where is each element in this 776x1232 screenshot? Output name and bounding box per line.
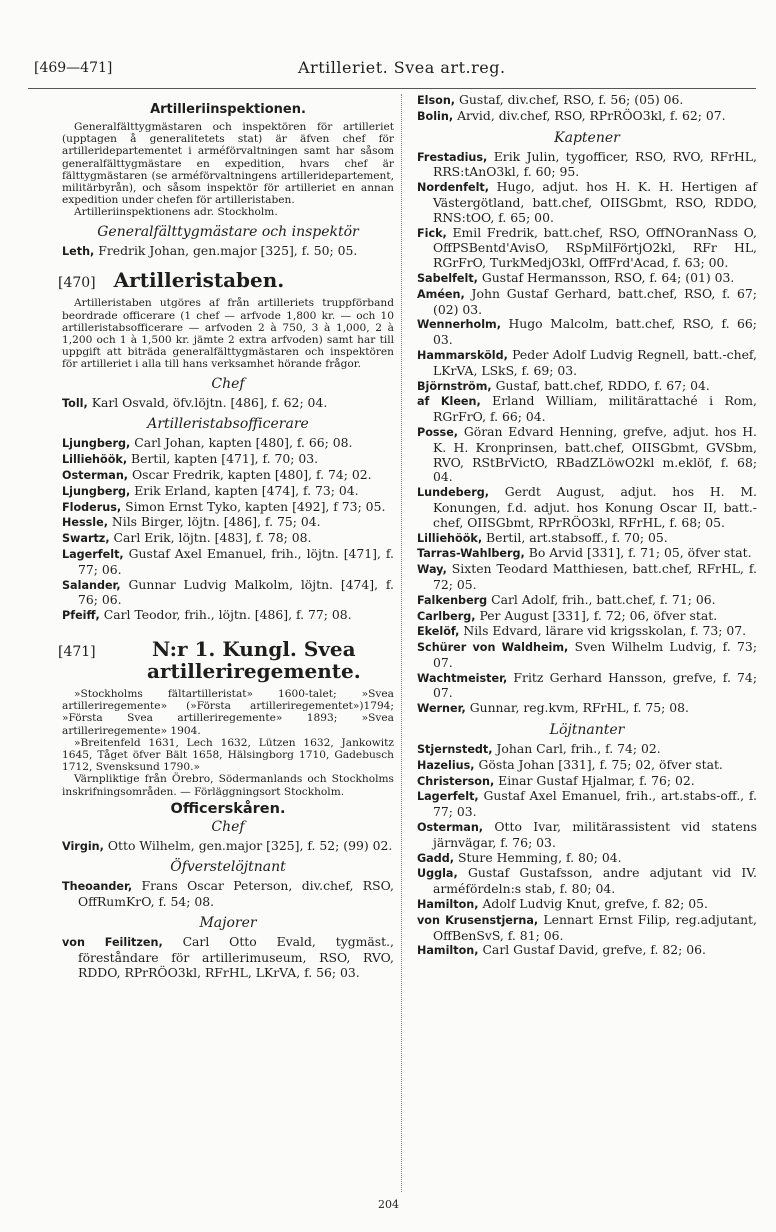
person-details: Einar Gustaf Hjalmar, f. 76; 02. bbox=[498, 772, 695, 788]
person-details: Fredrik Johan, gen.major [325], f. 50; 05. bbox=[98, 242, 358, 258]
person-name: Gadd, bbox=[417, 851, 454, 865]
person-name: Werner, bbox=[417, 702, 466, 716]
person-name: Bolin, bbox=[417, 109, 454, 123]
section-number: [470] bbox=[58, 275, 96, 292]
inspection-heading: Artilleriinspektionen. bbox=[150, 102, 306, 117]
running-header bbox=[28, 58, 756, 84]
person-entry bbox=[417, 789, 757, 820]
person-name: Osterman, bbox=[417, 821, 484, 835]
person-entry bbox=[417, 425, 757, 485]
person-entry bbox=[62, 396, 394, 412]
person-entry bbox=[417, 150, 757, 181]
person-entry bbox=[417, 609, 757, 625]
person-entry bbox=[62, 839, 394, 855]
person-name: Falkenberg bbox=[417, 593, 488, 607]
person-entry bbox=[417, 701, 757, 717]
person-details: Bertil, art.stabsoff., f. 70; 05. bbox=[486, 529, 668, 545]
person-details: Carl Johan, kapten [480], f. 66; 08. bbox=[134, 435, 353, 451]
person-details: Fritz Gerhard Hansson, grefve, f. 74; 07. bbox=[433, 669, 757, 701]
person-details: Lennart Ernst Filip, reg.adjutant, OffBenSvS, f. 81; 06. bbox=[433, 911, 757, 943]
header-rule bbox=[28, 88, 756, 89]
person-entry bbox=[417, 943, 757, 959]
person-name: Sabelfelt, bbox=[417, 271, 478, 285]
person-entry bbox=[62, 468, 394, 484]
person-details: Carl Adolf, frih., batt.chef, f. 71; 06. bbox=[491, 591, 716, 607]
person-details: Sixten Teodard Matthiesen, batt.chef, RFrHL, f. 72; 05. bbox=[433, 561, 757, 592]
person-entry bbox=[417, 317, 757, 348]
person-name: af Kleen, bbox=[417, 395, 481, 409]
person-details: Carl Gustaf David, grefve, f. 82; 06. bbox=[482, 942, 706, 958]
person-details: Gunnar Ludvig Malkolm, löjtn. [474], f. 76; 06. bbox=[78, 576, 394, 608]
person-name: Lundeberg, bbox=[417, 486, 490, 500]
person-details: Nils Edvard, lärare vid krigsskolan, f. 73; 07. bbox=[463, 623, 747, 639]
inspection-address: Artilleriinspektionens adr. Stockholm. bbox=[74, 206, 278, 219]
person-name: Hammarsköld, bbox=[417, 348, 508, 362]
lt-colonel-subheading: Öfverstelöjtnant bbox=[170, 859, 286, 876]
general-subheading: Generalfälttygmästare och inspektör bbox=[97, 223, 359, 240]
person-entry bbox=[417, 531, 757, 547]
person-entry bbox=[417, 820, 757, 851]
person-details: Oscar Fredrik, kapten [480], f. 74; 02. bbox=[132, 467, 372, 483]
person-name: Ekelöf, bbox=[417, 625, 460, 639]
person-details: Gustaf Gustafsson, andre adjutant vid IV. arméfördeln:s stab, f. 80; 04. bbox=[433, 865, 757, 897]
person-details: Otto Ivar, militärassistent vid statens järnvägar, f. 76; 03. bbox=[433, 819, 757, 850]
person-entry bbox=[417, 379, 757, 395]
chef-subheading: Chef bbox=[211, 375, 245, 392]
person-entry bbox=[417, 109, 757, 125]
right-column bbox=[417, 93, 757, 959]
person-entry bbox=[62, 484, 394, 500]
section-title: N:r 1. Kungl. Svea artilleriregemente. bbox=[146, 637, 361, 683]
person-details: Bertil, kapten [471], f. 70; 03. bbox=[131, 451, 319, 467]
person-details: Erik Erland, kapten [474], f. 73; 04. bbox=[134, 482, 359, 498]
person-details: Gustaf, batt.chef, RDDO, f. 67; 04. bbox=[495, 377, 710, 393]
page-range: [469—471] bbox=[34, 60, 113, 76]
person-details: Gustaf Hermansson, RSO, f. 64; (01) 03. bbox=[481, 269, 735, 285]
person-details: Emil Fredrik, batt.chef, RSO, OffNOranNass O, OffPSBentd'AvisO, RSpMilFörtjO2kl, RFr HL, RGrFrO, TurkMedjO3kl, OffFrd'Acad, f. 63; 00. bbox=[433, 224, 757, 271]
majors-subheading: Majorer bbox=[199, 915, 257, 932]
person-entry bbox=[417, 913, 757, 944]
person-details: John Gustaf Gerhard, batt.chef, RSO, f. 67; (02) 03. bbox=[433, 285, 757, 317]
person-name: Toll, bbox=[62, 396, 88, 410]
person-name: Carlberg, bbox=[417, 609, 476, 623]
person-name: Way, bbox=[417, 563, 447, 577]
lieutenants-list bbox=[417, 742, 757, 959]
person-name: Fick, bbox=[417, 226, 447, 240]
person-details: Carl Teodor, frih., löjtn. [486], f. 77; 08. bbox=[103, 607, 352, 623]
staff-officers-subheading: Artilleristabsofficerare bbox=[147, 416, 309, 433]
person-entry bbox=[417, 640, 757, 671]
person-details: Peder Adolf Ludvig Regnell, batt.-chef, LKrVA, LSkS, f. 69; 03. bbox=[433, 346, 757, 378]
person-name: von Feilitzen, bbox=[62, 936, 163, 950]
person-entry bbox=[417, 271, 757, 287]
page-number: 204 bbox=[378, 1198, 399, 1211]
person-name: Frestadius, bbox=[417, 150, 488, 164]
person-name: Salander, bbox=[62, 578, 121, 592]
person-details: Gustaf, div.chef, RSO, f. 56; (05) 06. bbox=[459, 92, 684, 107]
person-details: Simon Ernst Tyko, kapten [492], f 73; 05. bbox=[125, 498, 386, 514]
artillery-staff-heading bbox=[58, 269, 394, 291]
person-entry bbox=[417, 546, 757, 562]
person-entry bbox=[62, 935, 394, 980]
person-entry bbox=[417, 624, 757, 640]
person-name: Hamilton, bbox=[417, 898, 479, 912]
person-entry bbox=[417, 485, 757, 530]
person-entry bbox=[62, 244, 394, 260]
person-entry bbox=[417, 593, 757, 609]
person-details: Sture Hemming, f. 80; 04. bbox=[457, 849, 622, 865]
person-name: Posse, bbox=[417, 425, 459, 439]
person-name: von Krusenstjerna, bbox=[417, 913, 539, 927]
person-name: Lagerfelt, bbox=[62, 548, 124, 562]
person-name: Hazelius, bbox=[417, 758, 475, 772]
person-entry bbox=[417, 562, 757, 593]
regiment-chef-subheading: Chef bbox=[211, 818, 245, 835]
person-entry bbox=[62, 578, 394, 609]
person-details: Göran Edvard Henning, grefve, adjut. hos H. K. H. Kronprinsen, batt.chef, OIISGbmt, GVSbm, RVO, RStBrVictO, RBadZLöwO2kl m.eklöf, f. 68; 04. bbox=[433, 423, 757, 485]
person-entry bbox=[62, 500, 394, 516]
person-details: Bo Arvid [331], f. 71; 05, öfver stat. bbox=[528, 545, 752, 561]
general-list bbox=[62, 244, 394, 260]
regiment-conscripts: Värnpliktige från Örebro, Södermanlands och Stockholms inskrifningsområden. — Förläggningsort Stockholm. bbox=[62, 773, 394, 798]
person-details: Frans Oscar Peterson, div.chef, RSO, OffRumKrO, f. 54; 08. bbox=[78, 878, 394, 910]
person-entry bbox=[62, 547, 394, 578]
person-details: Gerdt August, adjut. hos H. M. Konungen, f.d. adjut. hos Konung Oscar II, batt.-chef, OIISGbmt, RPrRÖO3kl, RFrHL, f. 68; 05. bbox=[433, 484, 757, 530]
person-details: Johan Carl, frih., f. 74; 02. bbox=[496, 741, 661, 757]
regiment-history: »Stockholms fältartilleristat» 1600-talet; »Svea artilleriregemente» (»Första artilleriregementet»)1794; »Första Svea artilleriregemente» 1893; »Svea artilleriregemente» 1904. bbox=[62, 688, 394, 737]
person-name: Björnström, bbox=[417, 379, 492, 393]
person-details: Erik Julin, tygofficer, RSO, RVO, RFrHL, RRS:tAnO3kl, f. 60; 95. bbox=[433, 148, 757, 180]
column-divider bbox=[401, 94, 402, 1192]
regiment-chef-list bbox=[62, 839, 394, 855]
person-entry bbox=[417, 851, 757, 867]
person-name: Floderus, bbox=[62, 500, 122, 514]
person-details: Hugo Malcolm, batt.chef, RSO, f. 66; 03. bbox=[433, 316, 757, 348]
person-entry bbox=[417, 742, 757, 758]
officers-heading: Officerskåren. bbox=[170, 800, 286, 817]
person-name: Stjernstedt, bbox=[417, 743, 493, 757]
captains-list bbox=[417, 150, 757, 717]
person-name: Schürer von Waldheim, bbox=[417, 641, 569, 655]
person-name: Ljungberg, bbox=[62, 437, 131, 451]
person-name: Wennerholm, bbox=[417, 318, 501, 332]
section-number: [471] bbox=[58, 644, 96, 660]
person-name: Swartz, bbox=[62, 532, 110, 546]
person-entry bbox=[417, 671, 757, 702]
person-details: Adolf Ludvig Knut, grefve, f. 82; 05. bbox=[482, 896, 708, 912]
person-details: Carl Otto Evald, tygmäst., föreståndare för artillerimuseum, RSO, RVO, RDDO, RPrRÖO3kl, RFrHL, LKrVA, f. 56; 03. bbox=[78, 934, 394, 980]
person-name: Elson, bbox=[417, 94, 456, 107]
person-entry bbox=[417, 897, 757, 913]
person-details: Erland William, militärattaché i Rom, RGrFrO, f. 66; 04. bbox=[433, 393, 757, 425]
page-header-title: Artilleriet. Svea art.reg. bbox=[298, 58, 506, 77]
person-entry bbox=[62, 531, 394, 547]
person-details: Gustaf Axel Emanuel, frih., löjtn. [471], f. 77; 06. bbox=[78, 546, 394, 577]
person-entry bbox=[417, 758, 757, 774]
captains-subheading: Kaptener bbox=[554, 129, 620, 146]
majors-list-cont bbox=[417, 93, 757, 125]
person-name: Améen, bbox=[417, 287, 465, 301]
person-details: Gunnar, reg.kvm, RFrHL, f. 75; 08. bbox=[469, 700, 689, 716]
person-entry bbox=[62, 515, 394, 531]
person-name: Hessle, bbox=[62, 516, 108, 530]
person-details: Gösta Johan [331], f. 75; 02, öfver stat. bbox=[478, 756, 723, 772]
person-entry bbox=[62, 452, 394, 468]
person-details: Hugo, adjut. hos H. K. H. Hertigen af Västergötland, batt.chef, OIISGbmt, RSO, RDDO, RNS:tOO, f. 65; 00. bbox=[433, 179, 757, 225]
artillery-staff-text: Artilleristaben utgöres af från artilleriets truppförband beordrade officerare (1 chef — arfvode 1,800 kr. — och 10 artilleristabsofficerare — arfvoden 2 à 750, 3 à 1,000, 2 à 1,200 och 1 à 1,500 kr. jämte 2 extra arfvoden) samt har till uppgift att biträda generalfälttygmästaren och inspektören för artilleriet i alla till hans verksamhet hörande frågor. bbox=[62, 297, 394, 371]
person-details: Sven Wilhelm Ludvig, f. 73; 07. bbox=[433, 639, 757, 670]
person-name: Hamilton, bbox=[417, 944, 479, 958]
regiment-battles: »Breitenfeld 1631, Lech 1632, Lützen 1632, Jankowitz 1645, Tåget öfver Bält 1658, Hälsingborg 1710, Gadebusch 1712, Svensksund 1790.» bbox=[62, 736, 394, 774]
regiment-heading bbox=[58, 638, 394, 682]
person-name: Lilliehöök, bbox=[417, 531, 483, 545]
person-details: Otto Wilhelm, gen.major [325], f. 52; (99) 02. bbox=[107, 837, 393, 853]
person-name: Wachtmeister, bbox=[417, 671, 508, 685]
person-details: Nils Birger, löjtn. [486], f. 75; 04. bbox=[111, 514, 321, 530]
person-entry bbox=[417, 180, 757, 225]
person-entry bbox=[417, 394, 757, 425]
chef-list bbox=[62, 396, 394, 412]
lieutenants-subheading: Löjtnanter bbox=[549, 722, 625, 739]
person-entry bbox=[417, 866, 757, 897]
person-name: Leth, bbox=[62, 244, 95, 258]
person-entry bbox=[417, 774, 757, 790]
person-entry bbox=[62, 608, 394, 624]
person-details: Gustaf Axel Emanuel, frih., art.stabs-off., f. 77; 03. bbox=[433, 788, 757, 820]
person-name: Ljungberg, bbox=[62, 484, 131, 498]
person-details: Carl Erik, löjtn. [483], f. 78; 08. bbox=[113, 530, 312, 546]
person-name: Osterman, bbox=[62, 469, 129, 483]
inspection-text: Generalfälttygmästaren och inspektören för artilleriet (upptagen å generalitetets stat) är äfven chef för artilleridepartementet i arméförvaltningen samt har såsom generalfälttygmästare en expedition, hvars chef är fälttygmästaren (se arméförvaltningens artilleridepartement, militärbyrån), och såsom inspektör för artilleriet en annan expedition under chefen för artilleristaben. bbox=[62, 121, 394, 207]
person-details: Per August [331], f. 72; 06, öfver stat. bbox=[479, 607, 718, 623]
person-entry bbox=[417, 93, 757, 109]
staff-officers-list bbox=[62, 436, 394, 624]
person-entry bbox=[62, 436, 394, 452]
person-entry bbox=[417, 287, 757, 318]
person-entry bbox=[417, 226, 757, 271]
person-name: Lilliehöök, bbox=[62, 453, 128, 467]
person-entry bbox=[417, 348, 757, 379]
majors-list bbox=[62, 935, 394, 980]
person-name: Tarras-Wahlberg, bbox=[417, 547, 525, 561]
person-name: Lagerfelt, bbox=[417, 790, 479, 804]
person-name: Christerson, bbox=[417, 774, 495, 788]
left-column bbox=[58, 93, 394, 980]
section-title: Artilleristaben. bbox=[113, 268, 285, 293]
person-entry bbox=[62, 879, 394, 910]
person-details: Arvid, div.chef, RSO, RPrRÖO3kl, f. 62; 07. bbox=[457, 107, 726, 123]
person-name: Virgin, bbox=[62, 839, 104, 853]
person-details: Karl Osvald, öfv.löjtn. [486], f. 62; 04. bbox=[91, 394, 328, 410]
person-name: Nordenfelt, bbox=[417, 181, 490, 195]
person-name: Pfeiff, bbox=[62, 609, 100, 623]
person-name: Uggla, bbox=[417, 867, 458, 881]
person-name: Theoander, bbox=[62, 880, 133, 894]
lt-colonel-list bbox=[62, 879, 394, 910]
